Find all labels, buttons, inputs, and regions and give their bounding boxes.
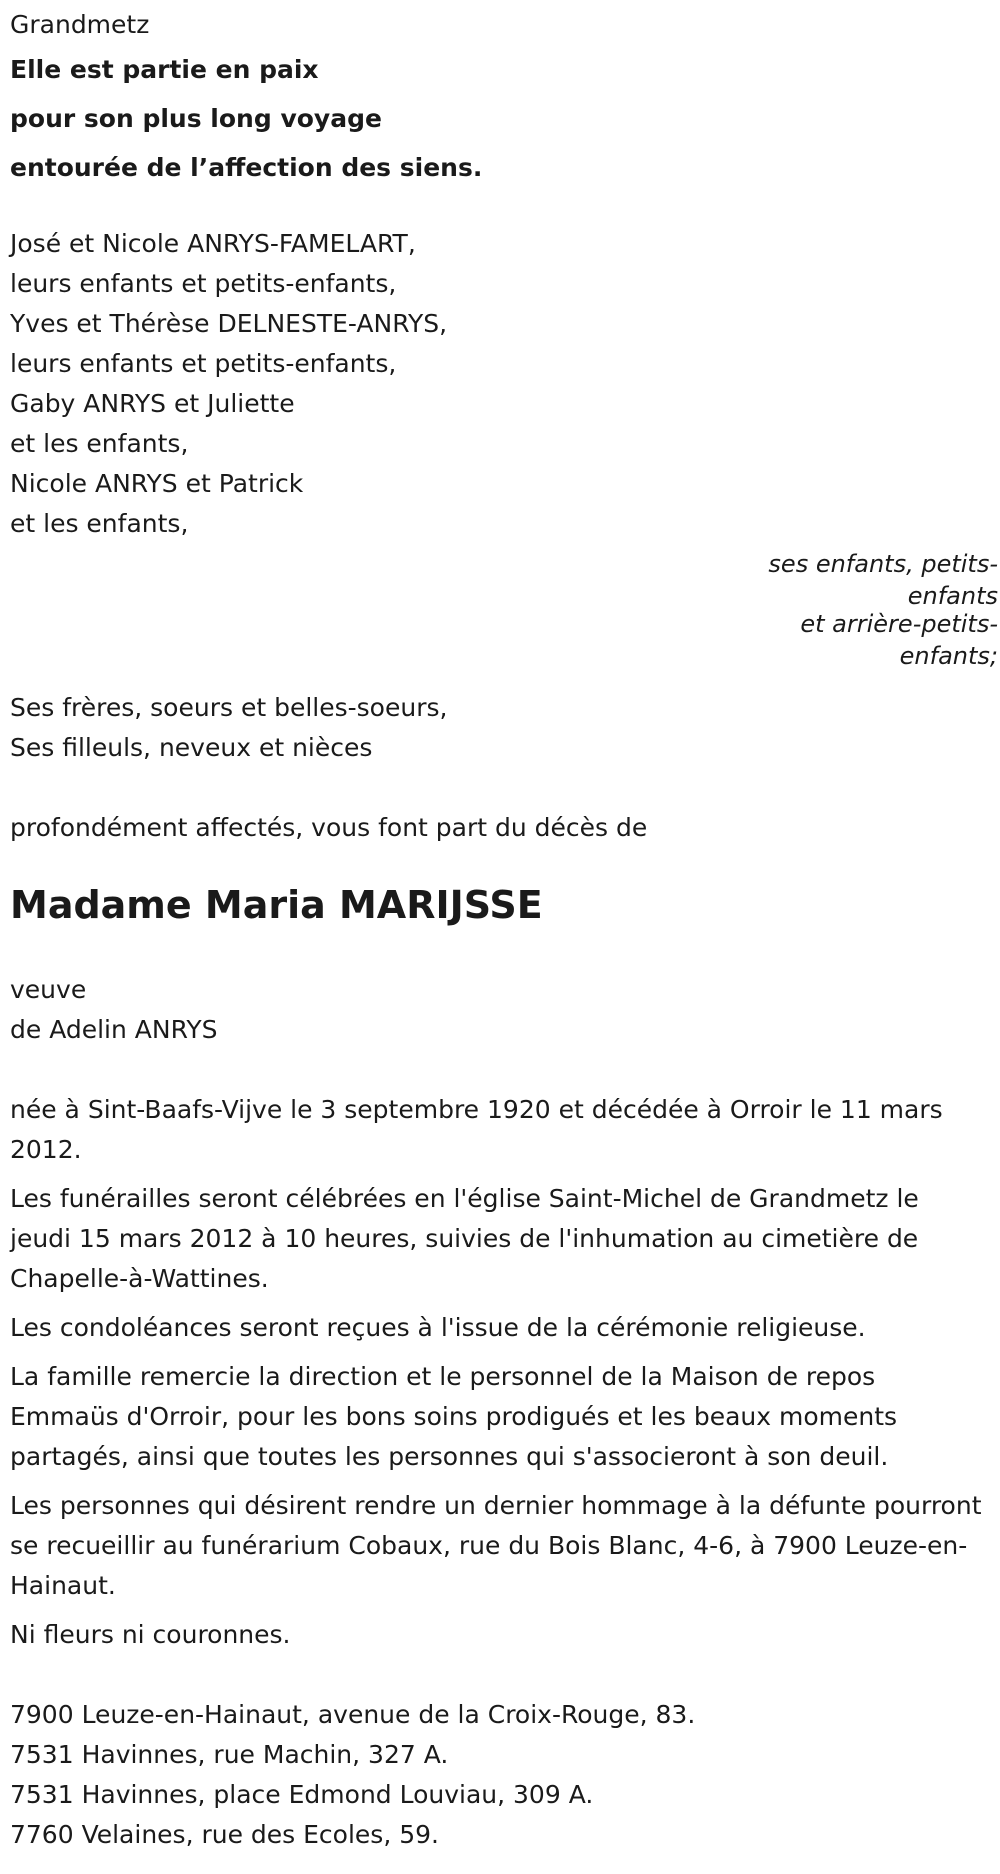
poem-line: pour son plus long voyage <box>10 104 382 133</box>
family-line: et les enfants, <box>10 509 189 538</box>
poem-line: Elle est partie en paix <box>10 55 319 84</box>
obituary-page <box>0 5 1000 1855</box>
widow-line: veuve <box>10 975 87 1004</box>
family-line: leurs enfants et petits-enfants, <box>10 349 397 378</box>
address-line: 7531 Havinnes, rue Machin, 327 A. <box>10 1740 449 1769</box>
announcement-text: profondément affectés, vous font part du décès de <box>10 813 648 842</box>
other-relatives <box>10 688 1000 768</box>
grandchildren-line-1: ses enfants, petits-enfants <box>768 550 998 610</box>
thanks-paragraph: La famille remercie la direction et le personnel de la Maison de repos Emmaüs d'Orroir, pour les bons soins prodigués et les beaux moments partagés, ainsi que toutes les personnes qui s'associeront à son deuil. <box>10 1362 898 1471</box>
widow-of <box>10 970 1000 1050</box>
family-line: et les enfants, <box>10 429 189 458</box>
family-line: José et Nicole ANRYS-FAMELART, <box>10 229 416 258</box>
details-section <box>10 1090 1000 1655</box>
condolences-paragraph: Les condoléances seront reçues à l'issue de la cérémonie religieuse. <box>10 1313 866 1342</box>
place-name: Grandmetz <box>10 10 150 39</box>
birth-death-paragraph: née à Sint-Baafs-Vijve le 3 septembre 1920 et décédée à Orroir le 11 mars 2012. <box>10 1095 943 1164</box>
family-line: Yves et Thérèse DELNESTE-ANRYS, <box>10 309 448 338</box>
family-line: leurs enfants et petits-enfants, <box>10 269 397 298</box>
grandchildren-block <box>10 548 1000 676</box>
address-list <box>10 1695 1000 1855</box>
flowers-paragraph: Ni fleurs ni couronnes. <box>10 1620 291 1649</box>
address-line: 7900 Leuze-en-Hainaut, avenue de la Croix-Rouge, 83. <box>10 1700 696 1729</box>
address-line: 7531 Havinnes, place Edmond Louviau, 309 A. <box>10 1780 594 1809</box>
family-line: Nicole ANRYS et Patrick <box>10 469 304 498</box>
relatives-line: Ses frères, soeurs et belles-soeurs, <box>10 693 448 722</box>
funeral-paragraph: Les funérailles seront célébrées en l'église Saint-Michel de Grandmetz le jeudi 15 mars 2012 à 10 heures, suivies de l'inhumation au cimetière de Chapelle-à-Wattines. <box>10 1184 919 1293</box>
relatives-line: Ses filleuls, neveux et nièces <box>10 733 373 762</box>
tribute-paragraph: Les personnes qui désirent rendre un dernier hommage à la défunte pourront se recueillir au funérarium Cobaux, rue du Bois Blanc, 4-6, à 7900 Leuze-en-Hainaut. <box>10 1491 982 1600</box>
grandchildren-line-2: et arrière-petits- <box>800 610 998 638</box>
deceased-name: Madame Maria MARIJSSE <box>10 883 543 927</box>
address-line: 7760 Velaines, rue des Ecoles, 59. <box>10 1820 439 1849</box>
poem <box>10 45 1000 192</box>
widow-line: de Adelin ANRYS <box>10 1015 218 1044</box>
poem-line: entourée de l’affection des siens. <box>10 153 483 182</box>
grandchildren-line-3: enfants; <box>899 642 998 670</box>
family-line: Gaby ANRYS et Juliette <box>10 389 295 418</box>
family-list <box>10 224 1000 544</box>
